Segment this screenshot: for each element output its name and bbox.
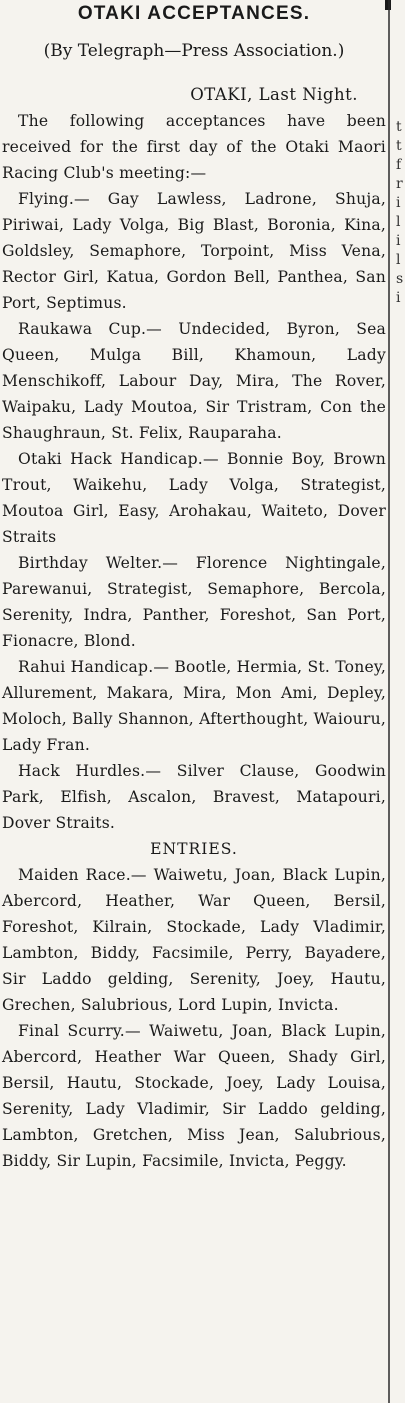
race-horses: Bonnie Boy, Brown Trout, Waikehu, Lady Volga, Strategist, Moutoa Girl, Easy, Arohakau, Waiteto, Dover Straits [2,450,387,546]
race-name: Final Scurry. [18,1022,125,1040]
acceptance-rahui-handicap: Rahui Handicap.— Bootle, Hermia, St. Toney, Allurement, Makara, Mira, Mon Ami, Depley, Moloch, Bally Shannon, Afterthought, Waiouru, Lady Fran. [2,658,386,754]
entry-maiden-race: Maiden Race.— Waiwetu, Joan, Black Lupin, Abercord, Heather, War Queen, Bersil, Foreshot, Kilrain, Stockade, Lady Vladimir, Lambton, Biddy, Facsimile, Perry, Bayadere, Sir Laddo gelding, Serenity, Joey, Hautu, Grechen, Salubrious, Lord Lupin, Invicta. [2,866,386,1014]
fragment-glyph: r [396,176,403,192]
column-divider-rule [388,0,390,1403]
acceptance-flying: Flying.— Gay Lawless, Ladrone, Shuja, Piriwai, Lady Volga, Big Blast, Boronia, Kina, Goldsley, Semaphore, Torpoint, Miss Vena, Rector Girl, Katua, Gordon Bell, Panthea, San Port, Septimus. [2,190,387,312]
race-name: Rahui Handicap. [18,658,154,676]
acceptance-otaki-hack-handicap: Otaki Hack Handicap.— Bonnie Boy, Brown Trout, Waikehu, Lady Volga, Strategist, Moutoa Girl, Easy, Arohakau, Waiteto, Dover Straits [2,450,387,546]
race-horses: Waiwetu, Joan, Black Lupin, Abercord, Heather War Queen, Shady Girl, Bersil, Hautu, Stockade, Joey, Lady Louisa, Serenity, Lady Vladimir, Sir Laddo gelding, Lambton, Gretchen, Miss Jean, Salubrious, Biddy, Sir Lupin, Facsimile, Invicta, Peggy. [2,1022,386,1170]
adjacent-column-fragments [396,118,405,308]
fragment-glyph: s [396,271,404,287]
race-name: Hack Hurdles. [18,762,146,780]
fragment-glyph: i [396,233,401,249]
race-name: Flying. [18,190,74,208]
entry-final-scurry: Final Scurry.— Waiwetu, Joan, Black Lupin, Abercord, Heather War Queen, Shady Girl, Bersil, Hautu, Stockade, Joey, Lady Louisa, Serenity, Lady Vladimir, Sir Laddo gelding, Lambton, Gretchen, Miss Jean, Salubrious, Biddy, Sir Lupin, Facsimile, Invicta, Peggy. [2,1022,386,1170]
race-name: Birthday Welter. [18,554,163,572]
article-intro: The following acceptances have been received for the first day of the Otaki Maori Racing Club's meeting:— [2,112,386,182]
race-name: Otaki Hack Handicap. [18,450,203,468]
fragment-glyph: l [396,214,401,230]
race-name: Raukawa Cup. [18,320,147,338]
acceptance-birthday-welter: Birthday Welter.— Florence Nightingale, Parewanui, Strategist, Semaphore, Bercola, Serenity, Indra, Panther, Foreshot, San Port, Fionacre, Blond. [2,554,386,650]
fragment-glyph: i [396,290,401,306]
fragment-glyph: t [396,119,402,135]
acceptance-raukawa-cup: Raukawa Cup.— Undecided, Byron, Sea Queen, Mulga Bill, Khamoun, Lady Menschikoff, Labour Day, Mira, The Rover, Waipaku, Lady Moutoa, Sir Tristram, Con the Shaughraun, St. Felix, Rauparaha. [2,320,387,442]
race-horses: Gay Lawless, Ladrone, Shuja, Piriwai, Lady Volga, Big Blast, Boronia, Kina, Goldsley, Semaphore, Torpoint, Miss Vena, Rector Girl, Katua, Gordon Bell, Panthea, San Port, Septimus. [2,190,387,312]
fragment-glyph: l [396,252,401,268]
race-horses: Undecided, Byron, Sea Queen, Mulga Bill, Khamoun, Lady Menschikoff, Labour Day, Mira, The Rover, Waipaku, Lady Moutoa, Sir Tristram, Con the Shaughraun, St. Felix, Rauparaha. [2,320,387,442]
article-byline: (By Telegraph—Press Association.) [43,41,345,61]
race-name: Maiden Race. [18,866,131,884]
race-horses: Florence Nightingale, Parewanui, Strategist, Semaphore, Bercola, Serenity, Indra, Panther, Foreshot, San Port, Fionacre, Blond. [2,554,386,650]
article-dateline: OTAKI, Last Night. [190,85,358,104]
race-horses: Silver Clause, Goodwin Park, Elfish, Ascalon, Bravest, Matapouri, Dover Straits. [2,762,387,832]
fragment-glyph: t [396,138,402,154]
article-headline: OTAKI ACCEPTANCES. [77,3,311,24]
fragment-glyph: i [396,195,401,211]
acceptance-hack-hurdles: Hack Hurdles.— Silver Clause, Goodwin Park, Elfish, Ascalon, Bravest, Matapouri, Dover Straits. [2,762,387,832]
fragment-glyph: f [396,157,402,173]
entries-heading: ENTRIES. [150,840,238,858]
race-horses: Waiwetu, Joan, Black Lupin, Abercord, Heather, War Queen, Bersil, Foreshot, Kilrain, Stockade, Lady Vladimir, Lambton, Biddy, Facsimile, Perry, Bayadere, Sir Laddo gelding, Serenity, Joey, Hautu, Grechen, Salubrious, Lord Lupin, Invicta. [2,866,386,1014]
race-horses: Bootle, Hermia, St. Toney, Allurement, Makara, Mira, Mon Ami, Depley, Moloch, Bally Shannon, Afterthought, Waiouru, Lady Fran. [2,658,386,754]
